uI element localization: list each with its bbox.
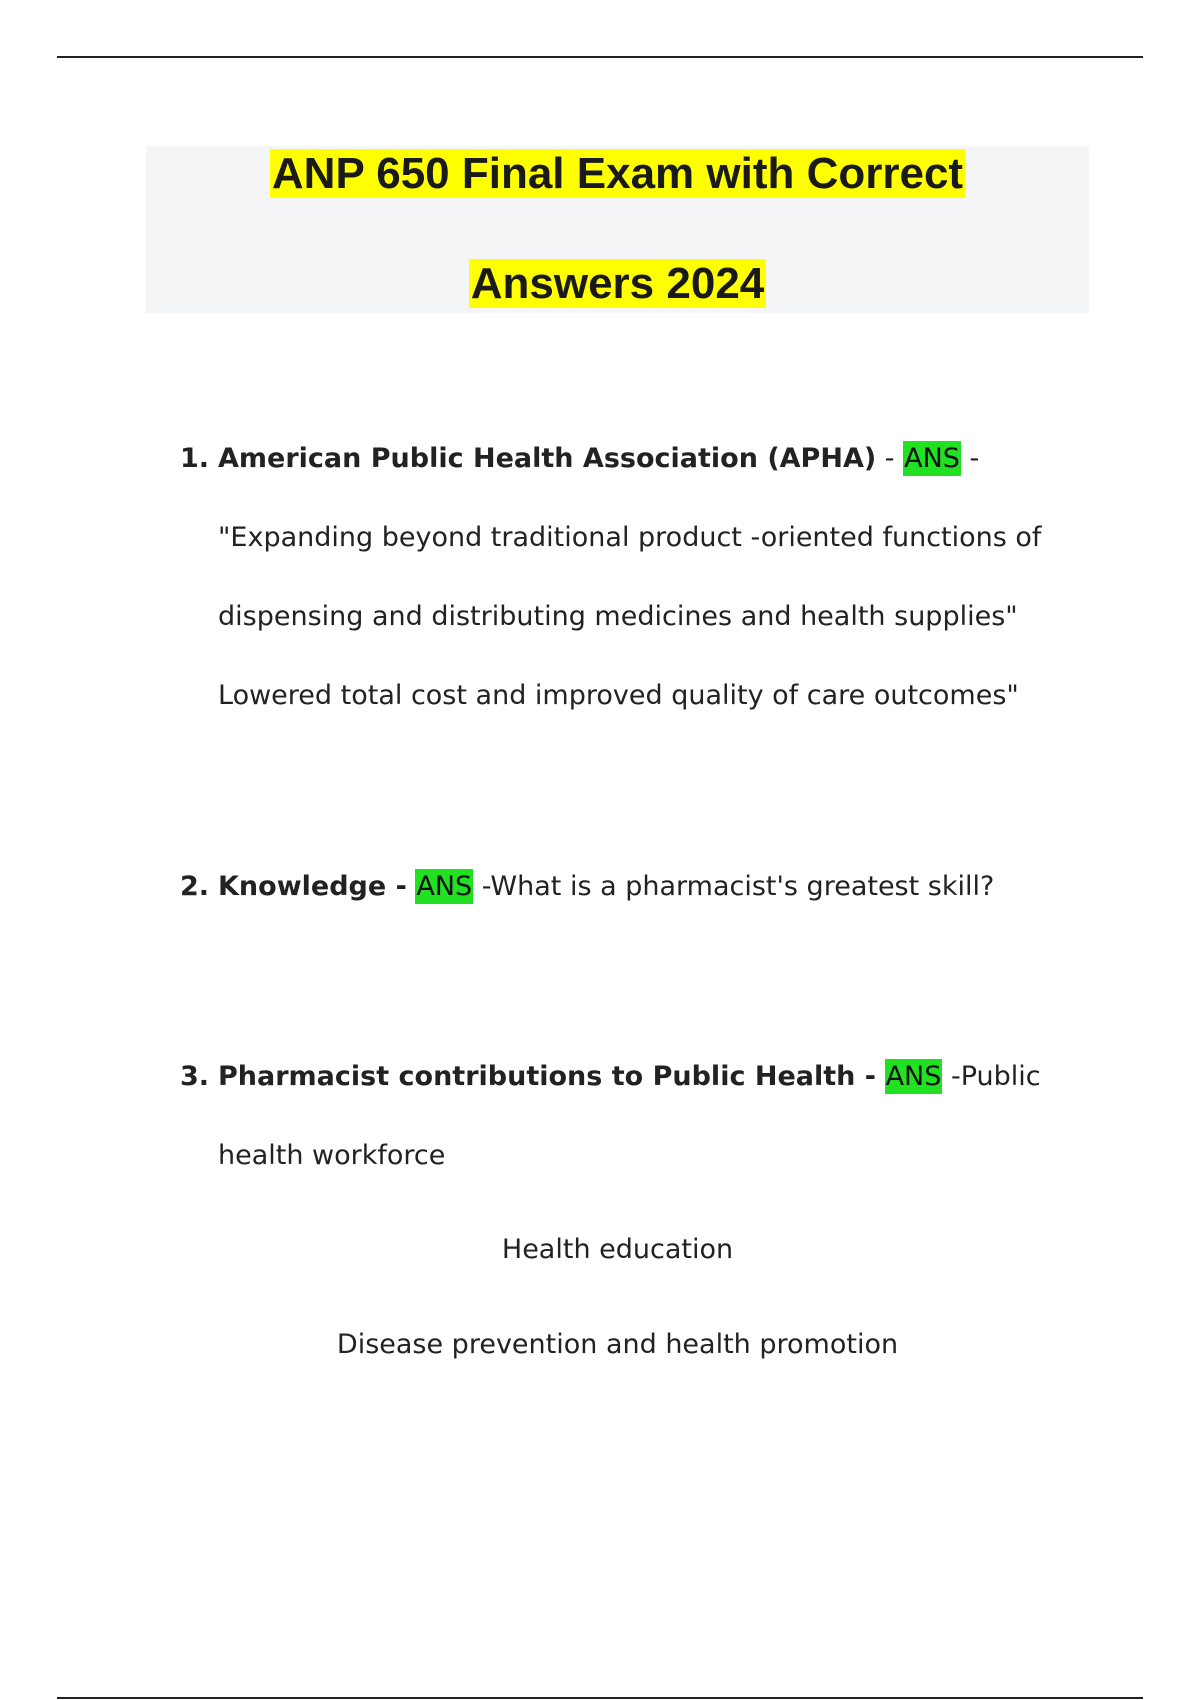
item-answer: -Public health workforce [218, 1061, 1041, 1171]
title-text-2: Answers 2024 [470, 259, 765, 308]
item-separator [876, 1061, 885, 1092]
item-answer: -What is a pharmacist's greatest skill? [473, 871, 995, 902]
item-body [218, 419, 1080, 735]
title-block [146, 146, 1089, 313]
title-text-1: ANP 650 Final Exam with Correct [271, 149, 964, 198]
top-rule [57, 56, 1143, 58]
item-question: Pharmacist contributions to Public Health - [218, 1061, 876, 1092]
list-item [180, 1037, 1080, 1195]
item-answer: -"Expanding beyond traditional product -oriented functions of dispensing and distributing medicines and health supplies" Lowered total cost and improved quality of care outcomes" [218, 443, 1042, 711]
item-number: 2. [180, 871, 210, 902]
ans-tag: ANS [885, 1061, 942, 1092]
centered-line-health-education: Health education [501, 1234, 734, 1265]
list-item [180, 419, 1080, 735]
title-line-2 [146, 256, 1089, 312]
item-question: American Public Health Association (APHA) [218, 443, 877, 474]
item-separator: - [876, 443, 904, 474]
bottom-rule [57, 1697, 1143, 1699]
centered-line-disease-prevention: Disease prevention and health promotion [336, 1329, 899, 1360]
ans-tag: ANS [904, 443, 960, 474]
ans-tag: ANS [416, 871, 473, 902]
item-number: 3. [180, 1061, 210, 1092]
title-line-1 [146, 146, 1089, 202]
item-number: 1. [180, 443, 210, 474]
list-item [180, 847, 1080, 926]
item-body [218, 847, 1080, 926]
item-question: Knowledge - [218, 871, 407, 902]
item-body [218, 1037, 1080, 1195]
